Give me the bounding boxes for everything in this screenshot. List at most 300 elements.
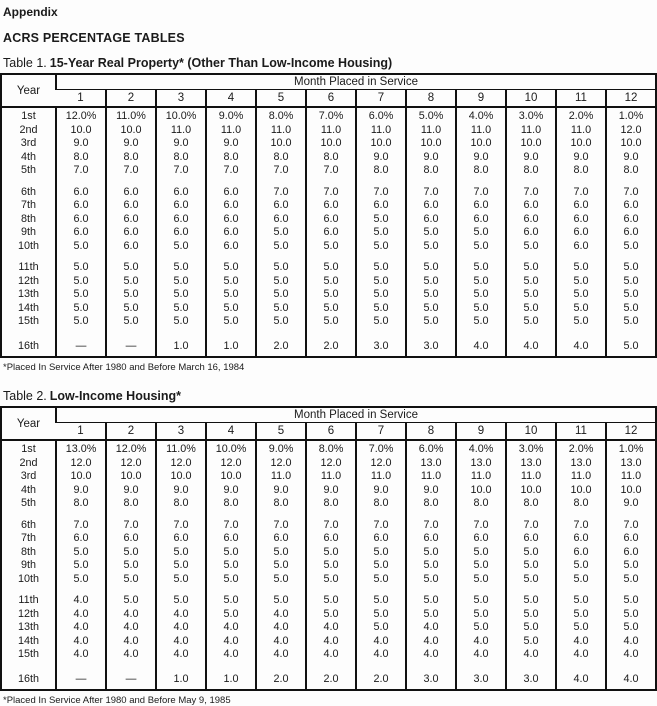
group-spacer-row [1,329,656,340]
spacer-cell [106,662,156,673]
spacer-cell [256,329,306,340]
month-header-cell: 3 [156,423,206,441]
value-cell: 5.0 [156,302,206,316]
value-cell: 13.0 [456,457,506,471]
year-cell: 16th [17,672,39,685]
spacer-cell [206,329,256,340]
table-row [1,457,656,471]
month-header-cell: 9 [456,423,506,441]
value-cell: 8.0 [256,151,306,165]
value-cell: 9.0 [106,137,156,151]
value-cell: 5.0 [356,315,406,329]
value-cell: 5.0 [606,302,656,316]
value-cell: 5.0 [56,275,106,289]
spacer-cell [356,329,406,340]
value-cell: 7.0 [256,164,306,178]
value-cell: 7.0 [106,164,156,178]
value-cell: 5.0 [306,302,356,316]
value-cell: 6.0 [456,199,506,213]
value-cell: 5.0 [206,315,256,329]
spacer-cell [156,253,206,261]
group-spacer-row [1,662,656,673]
value-cell: 6.0 [206,186,256,200]
value-cell: 5.0 [156,288,206,302]
value-cell: 10.0 [206,470,256,484]
table1-footnote: *Placed In Service After 1980 and Before March 16, 1984 [3,362,245,373]
value-cell: 9.0 [56,484,106,498]
value-cell: 8.0 [506,497,556,511]
document-page [0,5,655,706]
value-cell: 12.0 [256,457,306,471]
spacer-cell [306,662,356,673]
value-cell: 6.0 [56,532,106,546]
value-cell: 11.0 [206,124,256,138]
value-cell: 5.0 [406,302,456,316]
spacer-cell [456,178,506,186]
value-cell: 1.0% [606,440,656,457]
value-cell: 4.0 [456,635,506,649]
page-heading: ACRS PERCENTAGE TABLES [3,31,185,45]
spacer-cell [306,586,356,594]
value-cell: 4.0 [356,648,406,662]
value-cell: 7.0 [56,519,106,533]
spacer-cell [406,253,456,261]
spacer-cell [606,586,656,594]
value-cell: 4.0 [256,648,306,662]
spacer-cell [256,511,306,519]
year-cell: 2nd [19,123,38,136]
spacer-cell [306,329,356,340]
value-cell: 11.0 [556,470,606,484]
value-cell: 5.0 [456,261,506,275]
value-cell: 2.0 [256,340,306,358]
spacer-cell [56,253,106,261]
table-row [1,546,656,560]
value-cell: 10.0 [156,470,206,484]
value-cell: 5.0 [356,559,406,573]
year-cell: 4th [20,483,36,496]
table1-title [3,56,655,70]
value-cell: 6.0 [606,546,656,560]
value-cell: 5.0 [356,261,406,275]
spacer-cell [506,586,556,594]
group-spacer-row [1,178,656,186]
value-cell: 5.0 [256,302,306,316]
value-cell: 5.0 [256,275,306,289]
value-cell: 3.0 [406,673,456,691]
month-header-cell: 7 [356,90,406,108]
value-cell: 5.0 [356,288,406,302]
value-cell: 5.0 [106,275,156,289]
value-cell: 5.0 [606,340,656,358]
value-cell: 7.0 [356,186,406,200]
value-cell: 9.0 [156,137,206,151]
value-cell: 12.0 [306,457,356,471]
value-cell: 10.0 [556,484,606,498]
year-cell: 16th [17,339,39,352]
value-cell: 7.0 [606,186,656,200]
value-cell: 5.0 [506,594,556,608]
value-cell: 7.0 [256,519,306,533]
value-cell: 4.0 [256,635,306,649]
value-cell: 4.0 [406,635,456,649]
value-cell: 8.0 [106,151,156,165]
table2-title [3,389,655,403]
table-row [1,440,656,457]
table-row [1,164,656,178]
value-cell: 6.0 [256,213,306,227]
value-cell: 5.0 [106,261,156,275]
value-cell: 5.0 [506,635,556,649]
value-cell: 8.0% [256,107,306,124]
value-cell: 5.0 [406,261,456,275]
value-cell: 5.0 [356,621,406,635]
value-cell: 8.0 [456,497,506,511]
value-cell: 6.0 [156,186,206,200]
table-row [1,497,656,511]
value-cell: 5.0 [456,240,506,254]
year-cell: 9th [20,559,36,571]
value-cell: 7.0 [156,164,206,178]
month-header-cell: 8 [406,423,456,441]
value-cell: 5.0 [56,288,106,302]
value-cell: 5.0 [356,302,406,316]
year-cell: 13th [17,621,39,633]
value-cell: 11.0 [456,470,506,484]
value-cell: 10.0 [606,137,656,151]
value-cell: 5.0 [606,240,656,254]
value-cell: 7.0 [506,519,556,533]
value-cell: 9.0 [406,484,456,498]
spacer-cell [106,586,156,594]
value-cell: 10.0 [306,137,356,151]
value-cell: 5.0 [306,573,356,587]
year-cell: 13th [17,288,39,300]
table-row [1,519,656,533]
value-cell: 6.0 [556,240,606,254]
value-cell: 9.0 [156,484,206,498]
spacer-cell [356,253,406,261]
table-row [1,199,656,213]
value-cell: 5.0 [306,240,356,254]
value-cell: 7.0 [56,164,106,178]
month-header-cell: 4 [206,423,256,441]
value-cell: 11.0 [456,124,506,138]
value-cell: 7.0 [556,519,606,533]
value-cell: 6.0 [306,532,356,546]
value-cell: 2.0 [256,673,306,691]
value-cell: 10.0% [206,440,256,457]
value-cell: 4.0 [556,673,606,691]
spacer-cell [356,662,406,673]
value-cell: 4.0 [406,621,456,635]
month-header-cell: 2 [106,423,156,441]
spacer-cell [206,253,256,261]
year-cell: 11th [18,594,39,606]
spacer-cell [56,662,106,673]
value-cell: 6.0 [256,532,306,546]
spacer-cell [506,511,556,519]
year-column-header: Year [1,74,56,107]
value-cell: 6.0 [506,226,556,240]
value-cell: 2.0 [306,340,356,358]
value-cell: 5.0 [306,594,356,608]
year-cell: 8th [20,212,36,225]
month-header-cell: 1 [56,90,106,108]
table-row [1,532,656,546]
value-cell: 4.0 [606,635,656,649]
value-cell: 6.0 [206,213,256,227]
table-row [1,559,656,573]
value-cell: 10.0 [106,124,156,138]
value-cell: — [106,673,156,691]
value-cell: 13.0 [556,457,606,471]
value-cell: 5.0 [206,302,256,316]
value-cell: 5.0 [56,559,106,573]
month-header-cell: 6 [306,423,356,441]
value-cell: 6.0 [506,199,556,213]
table-row [1,302,656,316]
value-cell: 1.0 [206,340,256,358]
month-header-cell: 6 [306,90,356,108]
value-cell: 5.0 [506,559,556,573]
value-cell: 11.0 [356,470,406,484]
value-cell: 10.0 [456,137,506,151]
value-cell: 6.0 [356,532,406,546]
year-cell: 4th [20,150,36,163]
value-cell: 5.0 [606,261,656,275]
value-cell: 5.0 [156,240,206,254]
value-cell: 5.0 [406,288,456,302]
value-cell: 8.0 [306,151,356,165]
value-cell: 7.0 [306,164,356,178]
value-cell: 4.0 [156,621,206,635]
value-cell: — [106,340,156,358]
value-cell: 6.0 [456,532,506,546]
table1-title-main: 15-Year Real Property* (Other Than Low-Income Housing) [49,56,393,70]
table-row [1,315,656,329]
value-cell: 4.0% [456,107,506,124]
value-cell: 4.0 [106,635,156,649]
value-cell: 9.0 [256,484,306,498]
value-cell: 1.0% [606,107,656,124]
value-cell: 4.0 [406,648,456,662]
table1-section [0,56,655,373]
value-cell: 9.0 [306,484,356,498]
value-cell: 6.0 [556,213,606,227]
value-cell: 5.0 [206,275,256,289]
value-cell: 13.0 [606,457,656,471]
value-cell: 5.0 [406,559,456,573]
value-cell: 5.0 [356,546,406,560]
value-cell: 6.0% [356,107,406,124]
value-cell: 4.0 [106,621,156,635]
value-cell: 11.0 [256,470,306,484]
value-cell: 5.0 [506,315,556,329]
value-cell: 5.0 [456,302,506,316]
value-cell: 4.0 [556,635,606,649]
value-cell: 5.0 [506,288,556,302]
value-cell: 11.0 [406,470,456,484]
table-row [1,107,656,124]
value-cell: 11.0 [156,124,206,138]
value-cell: 5.0 [456,226,506,240]
value-cell: 5.0 [456,573,506,587]
table-row [1,275,656,289]
spacer-cell [106,253,156,261]
value-cell: 9.0 [56,137,106,151]
year-cell: 14th [17,301,39,314]
value-cell: 5.0 [56,240,106,254]
value-cell: 5.0 [256,315,306,329]
acrs-table-1 [0,73,657,358]
spacer-cell [406,511,456,519]
month-header-cell: 11 [556,90,606,108]
month-header-cell: 9 [456,90,506,108]
spacer-cell [556,329,606,340]
spacer-cell [156,178,206,186]
value-cell: 3.0 [356,340,406,358]
value-cell: 8.0 [206,151,256,165]
month-header-cell: 2 [106,90,156,108]
value-cell: 8.0 [256,497,306,511]
spacer-cell [156,511,206,519]
value-cell: 5.0 [506,261,556,275]
value-cell: 9.0 [356,151,406,165]
value-cell: 5.0 [256,594,306,608]
value-cell: 6.0 [106,226,156,240]
value-cell: 6.0 [106,240,156,254]
value-cell: 5.0 [106,315,156,329]
value-cell: 9.0 [506,151,556,165]
value-cell: 3.0 [506,673,556,691]
value-cell: 10.0 [56,124,106,138]
table1-title-prefix: Table 1. [3,56,47,70]
spacer-cell [506,662,556,673]
value-cell: 5.0 [606,315,656,329]
month-header-cell: 12 [606,423,656,441]
value-cell: 5.0 [106,559,156,573]
value-cell: 4.0 [606,648,656,662]
spacer-cell [1,586,56,594]
year-cell: 1st [21,443,36,455]
spacer-cell [456,329,506,340]
value-cell: 5.0 [356,573,406,587]
year-cell: 6th [20,518,36,531]
month-header-cell: 8 [406,90,456,108]
spacer-cell [406,329,456,340]
value-cell: 5.0 [256,546,306,560]
value-cell: 5.0 [106,288,156,302]
month-header-cell: 11 [556,423,606,441]
value-cell: 8.0 [106,497,156,511]
value-cell: 6.0 [106,213,156,227]
spacer-cell [206,586,256,594]
value-cell: 5.0 [56,573,106,587]
value-cell: 4.0 [306,621,356,635]
value-cell: 4.0 [56,594,106,608]
value-cell: 6.0 [556,199,606,213]
month-header-cell: 5 [256,90,306,108]
value-cell: 5.0 [156,315,206,329]
value-cell: 6.0 [56,226,106,240]
value-cell: 12.0% [56,107,106,124]
value-cell: 5.0 [356,594,406,608]
value-cell: 11.0 [256,124,306,138]
year-cell: 3rd [20,137,37,149]
year-cell: 6th [20,185,36,198]
value-cell: 10.0 [106,470,156,484]
spacer-cell [556,662,606,673]
year-cell: 15th [17,648,39,660]
value-cell: 10.0 [606,484,656,498]
spacer-cell [206,511,256,519]
spacer-cell [56,511,106,519]
year-column-header: Year [1,407,56,440]
value-cell: 7.0 [356,519,406,533]
value-cell: 10.0 [406,137,456,151]
table1-body [1,107,656,357]
table-row [1,151,656,165]
table-row [1,186,656,200]
spacer-cell [256,178,306,186]
value-cell: 7.0 [506,186,556,200]
value-cell: 5.0 [356,226,406,240]
value-cell: 5.0 [156,261,206,275]
value-cell: 4.0 [506,340,556,358]
value-cell: 6.0 [556,546,606,560]
value-cell: 5.0 [606,288,656,302]
value-cell: 4.0 [556,648,606,662]
value-cell: 9.0 [606,151,656,165]
value-cell: 5.0 [406,315,456,329]
value-cell: 7.0 [306,186,356,200]
value-cell: 5.0 [156,546,206,560]
value-cell: 2.0% [556,107,606,124]
value-cell: 4.0 [156,635,206,649]
table-row [1,340,656,358]
table-row [1,240,656,254]
value-cell: 5.0 [556,288,606,302]
value-cell: — [56,673,106,691]
value-cell: 5.0 [456,546,506,560]
value-cell: 7.0 [306,519,356,533]
value-cell: 4.0 [56,621,106,635]
value-cell: 5.0 [306,315,356,329]
value-cell: 5.0 [256,261,306,275]
value-cell: 9.0 [606,497,656,511]
value-cell: 5.0 [206,594,256,608]
year-cell: 3rd [20,470,37,482]
table1-header-row-top [1,74,656,90]
value-cell: 9.0 [206,484,256,498]
value-cell: 12.0 [606,124,656,138]
value-cell: 8.0 [156,497,206,511]
value-cell: 11.0 [556,124,606,138]
value-cell: 5.0 [556,608,606,622]
months-group-header: Month Placed in Service [56,74,656,90]
table-row [1,673,656,691]
table-row [1,124,656,138]
table2-title-prefix: Table 2. [3,389,47,403]
value-cell: 6.0 [356,199,406,213]
value-cell: 9.0 [556,151,606,165]
table-row [1,635,656,649]
value-cell: 5.0 [606,608,656,622]
value-cell: 5.0 [556,559,606,573]
value-cell: 6.0 [606,532,656,546]
value-cell: 6.0 [606,213,656,227]
